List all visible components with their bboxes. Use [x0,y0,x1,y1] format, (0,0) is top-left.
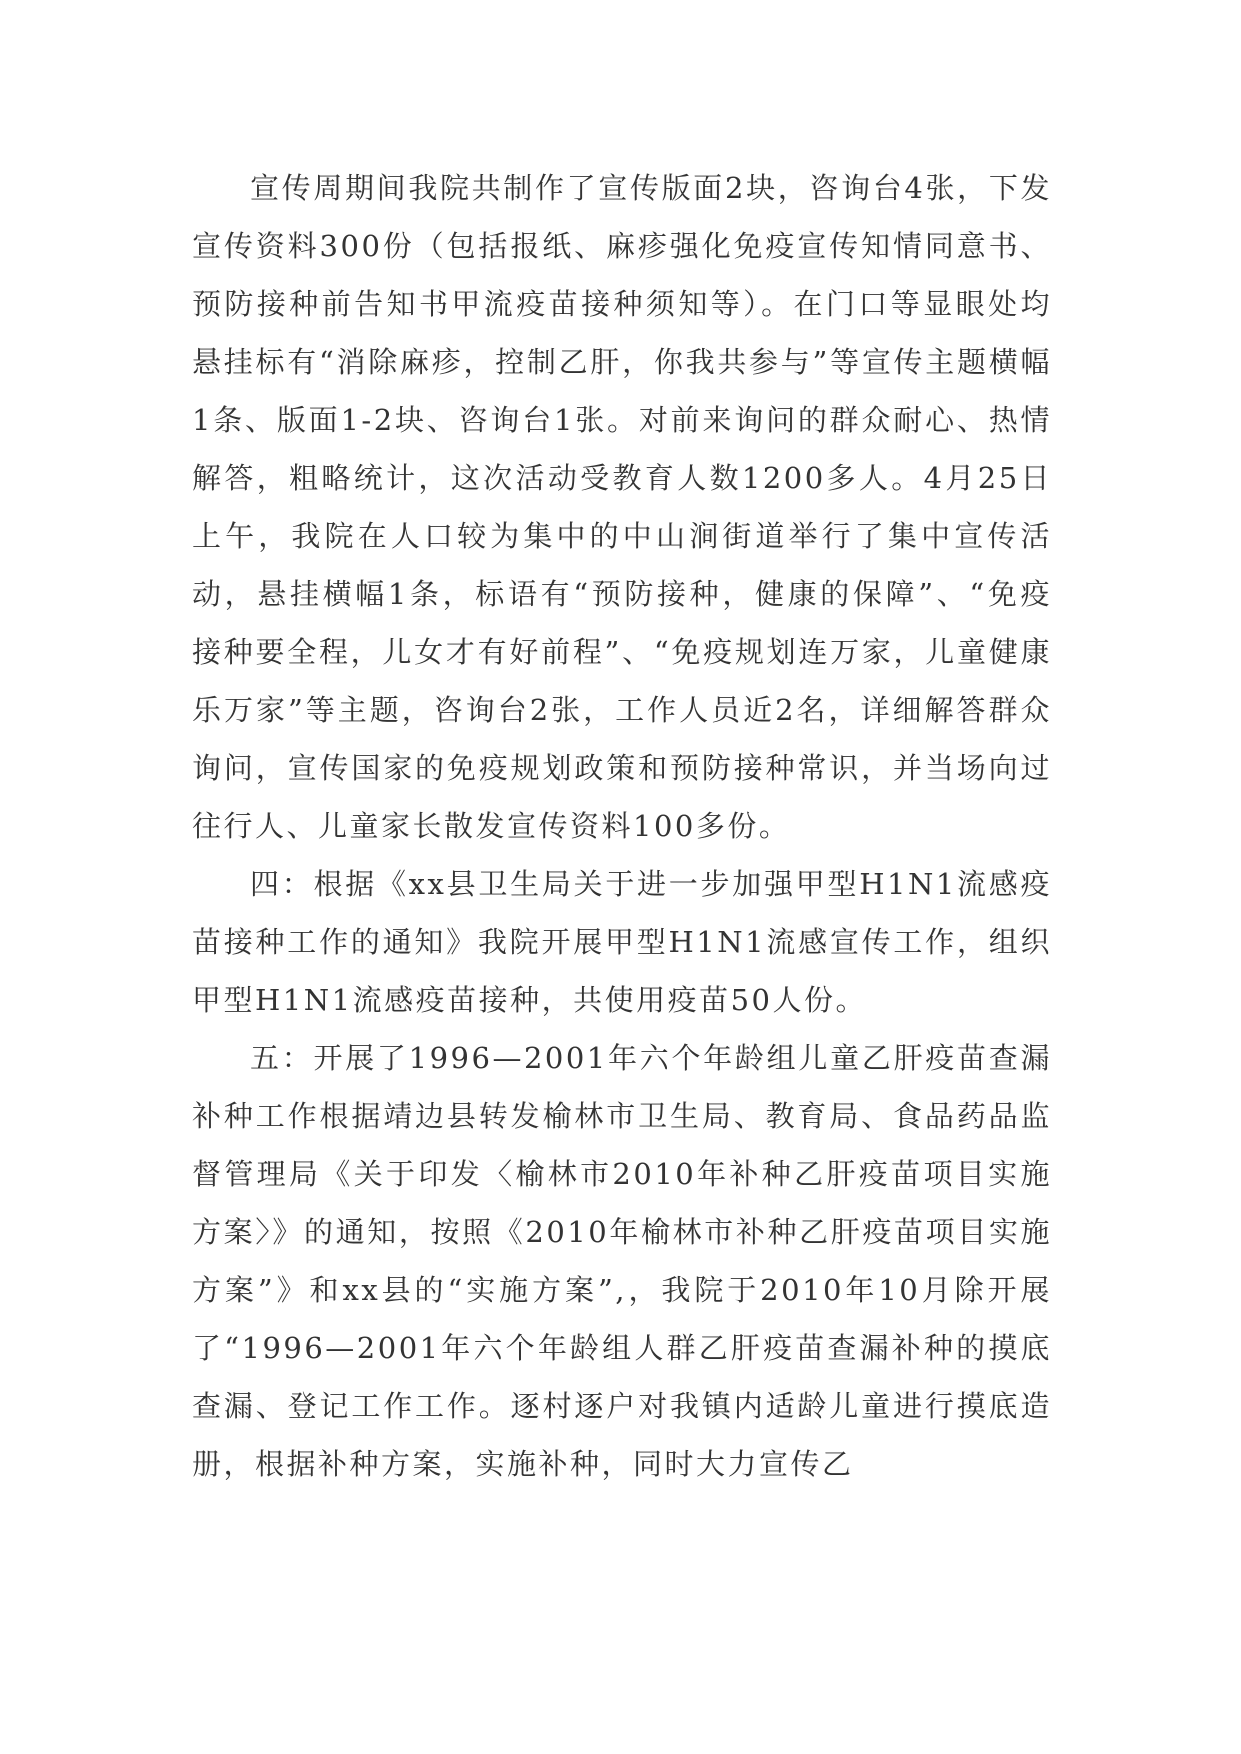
paragraph-propaganda-week: 宣传周期间我院共制作了宣传版面2块，咨询台4张，下发宣传资料300份（包括报纸、麻疹强化免疫宣传知情同意书、预防接种前告知书甲流疫苗接种须知等）。在门口等显眼处均悬挂标有“消除麻疹，控制乙肝，你我共参与”等宣传主题横幅1条、版面1-2块、咨询台1张。对前来询问的群众耐心、热情解答，粗略统计，这次活动受教育人数1200多人。4月25日上午，我院在人口较为集中的中山涧街道举行了集中宣传活动，悬挂横幅1条，标语有“预防接种，健康的保障”、“免疫接种要全程，儿女才有好前程”、“免疫规划连万家，儿童健康乐万家”等主题，咨询台2张，工作人员近2名，详细解答群众询问，宣传国家的免疫规划政策和预防接种常识，并当场向过往行人、儿童家长散发宣传资料100多份。 [192,171,1052,843]
paragraph-hepatitis-b-catchup: 五：开展了1996—2001年六个年龄组儿童乙肝疫苗查漏补种工作根据靖边县转发榆林市卫生局、教育局、食品药品监督管理局《关于印发〈榆林市2010年补种乙肝疫苗项目实施方案〉》的通知，按照《2010年榆林市补种乙肝疫苗项目实施方案”》和xx县的“实施方案”,，我院于2010年10月除开展了“1996—2001年六个年龄组人群乙肝疫苗查漏补种的摸底查漏、登记工作工作。逐村逐户对我镇内适龄儿童进行摸底造册，根据补种方案，实施补种，同时大力宣传乙 [192,1041,1052,1481]
paragraph-h1n1-vaccination: 四：根据《xx县卫生局关于进一步加强甲型H1N1流感疫苗接种工作的通知》我院开展甲型H1N1流感宣传工作，组织甲型H1N1流感疫苗接种，共使用疫苗50人份。 [192,867,1052,1017]
document-body [192,159,1052,1493]
